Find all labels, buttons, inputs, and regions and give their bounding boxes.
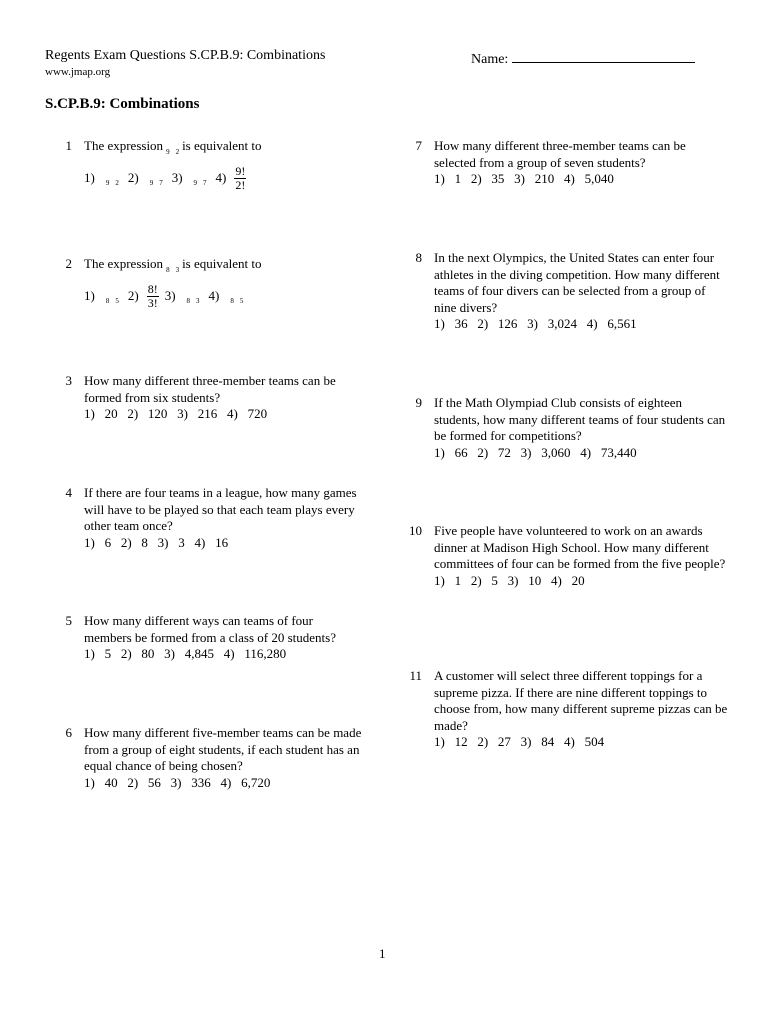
question-text [84,256,314,275]
answer-options: 1) 1 2) 5 3) 10 4) 20 [434,572,585,588]
fraction-numerator: 9! [235,163,246,178]
option-2-label: 2) [127,169,139,185]
option-4-label: 4) [215,169,227,185]
option-3-sub-right: 3 [196,296,200,305]
question-number: 4 [65,485,72,500]
question-text-tail: is equivalent to [182,256,262,271]
fraction-denominator: 2! [235,177,246,192]
option-2-sub-right: 7 [159,178,163,187]
option-3-label: 3) [164,287,176,303]
name-label: Name: [471,52,509,67]
question-number: 5 [65,613,72,628]
answer-options [84,165,314,192]
question-number: 1 [65,138,72,153]
question-text: A customer will select three different toppings for a supreme pizza. If there are nine different toppings to choose from, how many different supreme pizzas can be made? [434,668,728,733]
expr-subscript-right: 2 [175,148,180,156]
question-7 [415,138,719,188]
question-6 [65,725,384,791]
option-2-fraction [147,283,159,310]
option-3-sub-right: 7 [203,178,207,187]
answer-options: 1) 6 2) 8 3) 3 4) 16 [84,534,229,550]
option-2-label: 2) [127,287,139,303]
answer-options: 1) 40 2) 56 3) 336 4) 6,720 [84,774,271,790]
question-text: Five people have volunteered to work on an awards dinner at Madison High School. How many different committees of four can be formed from the five people? [434,523,726,571]
fraction-numerator: 8! [147,281,158,296]
question-number: 10 [409,523,422,538]
answer-options: 1) 36 2) 126 3) 3,024 4) 6,561 [434,316,637,331]
question-10 [409,523,729,589]
option-1-sub-left: 9 [105,178,110,187]
option-3-label: 3) [171,169,183,185]
option-2-sub-left: 9 [149,178,154,187]
question-11 [409,668,729,751]
option-4-fraction [234,165,246,192]
question-8 [415,250,724,333]
expr-subscript-left: 9 [166,148,170,156]
page-title: S.CP.B.9: Combinations [45,96,200,112]
question-text: How many different three-member teams can be formed from six students? [84,373,336,405]
page-number: 1 [379,946,386,961]
question-text: How many different five-member teams can be made from a group of eight students, if each student has an equal chance of being chosen? [84,725,362,773]
option-1-label: 1) [84,287,95,303]
answer-options [84,283,314,310]
question-number: 3 [65,373,72,388]
option-3-sub-left: 8 [186,296,191,305]
question-text: If the Math Olympiad Club consists of eighteen students, how many different teams of four students can be formed for competitions? [434,395,726,443]
fraction-denominator: 3! [147,295,158,310]
question-9 [415,395,729,461]
question-text: In the next Olympics, the United States can enter four athletes in the diving competition. How many different teams of four divers can be selected from a group of nine divers? [434,250,720,315]
name-field [471,48,695,68]
header-site: www.jmap.org [45,66,111,78]
option-1-sub-left: 8 [105,296,110,305]
question-text [84,138,314,157]
question-text: If there are four teams in a league, how many games will have to be played so that each team plays every other team once? [84,485,357,533]
question-number: 7 [415,138,422,153]
answer-options: 1) 12 2) 27 3) 84 4) 504 [434,734,605,749]
answer-options: 1) 5 2) 80 3) 4,845 4) 116,280 [84,646,287,661]
question-number: 9 [415,395,422,410]
question-number: 11 [409,668,422,683]
name-line [512,48,695,63]
question-number: 6 [65,725,72,740]
question-text: How many different ways can teams of four members be formed from a class of 20 students? [84,613,336,645]
option-1-sub-right: 2 [115,178,119,187]
answer-options: 1) 1 2) 35 3) 210 4) 5,040 [434,171,614,186]
question-1 [65,138,314,192]
question-4 [65,485,359,551]
option-1-sub-right: 5 [115,296,119,305]
option-4-label: 4) [208,287,220,303]
option-1-label: 1) [84,169,95,185]
question-5 [65,613,359,663]
question-number: 8 [415,250,422,265]
header-title: Regents Exam Questions S.CP.B.9: Combinations [45,48,326,63]
option-4-sub-right: 5 [239,296,244,305]
answer-options: 1) 66 2) 72 3) 3,060 4) 73,440 [434,444,637,460]
question-text-tail: is equivalent to [182,138,262,153]
option-4-sub-left: 8 [230,296,234,305]
question-number: 2 [65,256,72,271]
question-text-lead: The expression [84,138,164,153]
question-3 [65,373,364,423]
answer-options: 1) 20 2) 120 3) 216 4) 720 [84,406,268,421]
expr-subscript-right: 3 [175,266,180,274]
question-text: How many different three-member teams can be selected from a group of seven students? [434,138,686,170]
option-3-sub-left: 9 [193,178,198,187]
expr-subscript-left: 8 [166,266,170,274]
question-text-lead: The expression [84,256,164,271]
question-2 [65,256,314,310]
